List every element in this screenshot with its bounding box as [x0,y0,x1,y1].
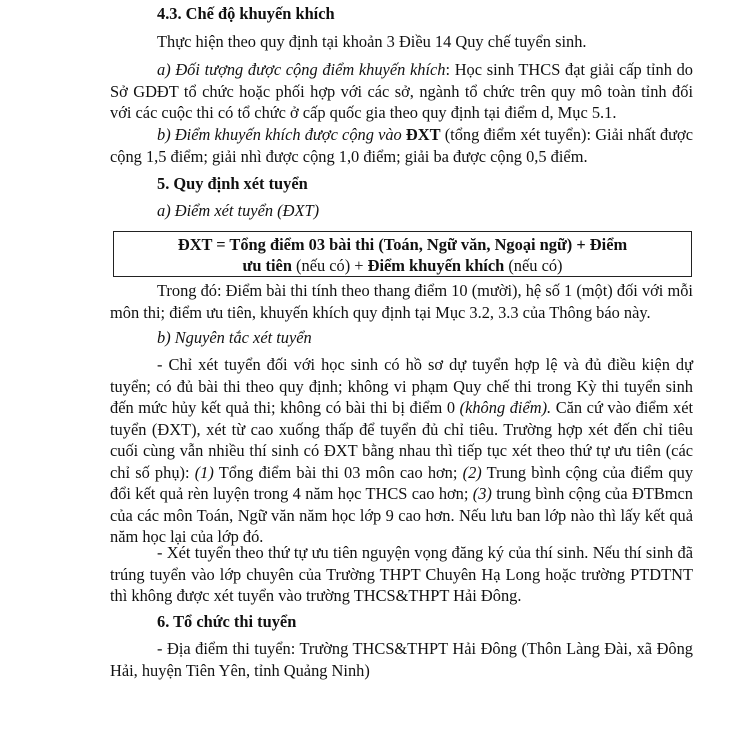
s5-p1-d: Trung bình cộng của điểm quy đổi kết quả rèn luyện trong 4 năm học THCS cao hơn; [110,462,694,503]
s6-p1-text: - Địa điểm thi tuyển: Trường THCS&THPT Hải Đông (Thôn Làng Đài, xã Đông Hải, huyện Tiên Yên, tỉnh Quảng Ninh) [110,639,693,680]
s5-note [110,280,693,323]
s43-a-text: : Học sinh THCS đạt giải cấp tỉnh do Sở GDĐT tổ chức hoặc phối hợp với các sở, ngành tổ chức trên quy mô toàn tỉnh đối với các cuộc thi có tổ chức ở cấp quốc gia theo quy định tại điểm d, Mục 5.1. [110,60,693,122]
s43-intro: Thực hiện theo quy định tại khoản 3 Điều 14 Quy chế tuyển sinh. [157,32,587,51]
heading-6: 6. Tổ chức thi tuyển [157,612,297,631]
s43-para-b [110,124,693,167]
s43-para-a [110,59,693,124]
formula-neu-co-1: (nếu có) + [291,256,368,275]
s5-p1-i1: (không điểm). [459,398,552,417]
s43-a-lead: a) Đối tượng được cộng điểm khuyến khích [157,60,446,79]
s5-b-label: b) Nguyên tắc xét tuyển [157,328,312,347]
s5-p1-a: - Chỉ xét tuyển đối với học sinh có hồ sơ dự tuyển hợp lệ và đủ điều kiện dự tuyển; có đủ bài thi theo quy định; không vi phạm Quy chế thi trong Kỳ thi tuyển sinh đến mức hủy kết quả thi; không có bài thi bị điểm 0 [110,355,693,417]
s5-p1-b: Căn cứ vào điểm xét tuyển (ĐXT), xét từ cao xuống thấp để tuyển đủ chỉ tiêu. Trường hợp xét đến chỉ tiêu cuối cùng vẫn nhiều thí sinh có ĐXT bằng nhau thì tiếp tục xét theo thứ tự ưu tiên (các chỉ số phụ): [110,398,694,482]
s5-para-1 [110,354,693,548]
s5-note-text: Trong đó: Điểm bài thi tính theo thang điểm 10 (mười), hệ số 1 (một) đối với mỗi môn thi; điểm ưu tiên, khuyến khích quy định tại Mục 3.2, 3.3 của Thông báo này. [110,281,693,322]
s5-p1-i4: (3) [472,484,492,503]
s5-a-label: a) Điểm xét tuyển (ĐXT) [157,201,320,220]
s5-p1-i3: (2) [462,462,482,482]
s6-para-1 [110,638,693,681]
formula-box [113,231,692,277]
s5-p1-e: trung bình cộng của ĐTBmcn của các môn Toán, Ngữ văn năm học lớp 9 cao hơn. Nếu lưu ban lớp nào thì lấy kết quả năm học lại của lớp đó. [110,484,693,546]
s43-b-text: (tổng điểm xét tuyển): Giải nhất được cộng 1,5 điểm; giải nhì được cộng 1,0 điểm; giải ba được cộng 0,5 điểm. [110,125,693,166]
formula-line-2 [114,255,691,276]
formula-khuyen-khich: Điểm khuyến khích [367,256,505,275]
heading-5: 5. Quy định xét tuyển [157,174,308,193]
s5-para-2 [110,542,693,607]
s5-p1-c: Tổng điểm bài thi 03 môn cao hơn; [213,462,463,482]
s43-b-bold: ĐXT [405,125,441,144]
heading-4-3: 4.3. Chế độ khuyến khích [157,4,335,23]
formula-line-1: ĐXT = Tổng điểm 03 bài thi (Toán, Ngữ văn, Ngoại ngữ) + Điểm [177,235,628,254]
formula-uu-tien: ưu tiên [242,256,292,275]
s43-b-lead: b) Điểm khuyến khích được cộng vào [157,125,406,144]
s5-p1-i2: (1) [194,462,214,482]
s5-p2-text: - Xét tuyển theo thứ tự ưu tiên nguyện vọng đăng ký của thí sinh. Nếu thí sinh đã trúng tuyển vào lớp chuyên của Trường THPT Chuyên Hạ Long hoặc trường PTDTNT thì không được xét tuyển vào trường THCS&THPT Hải Đông. [110,543,693,605]
formula-neu-co-2: (nếu có) [504,256,563,275]
